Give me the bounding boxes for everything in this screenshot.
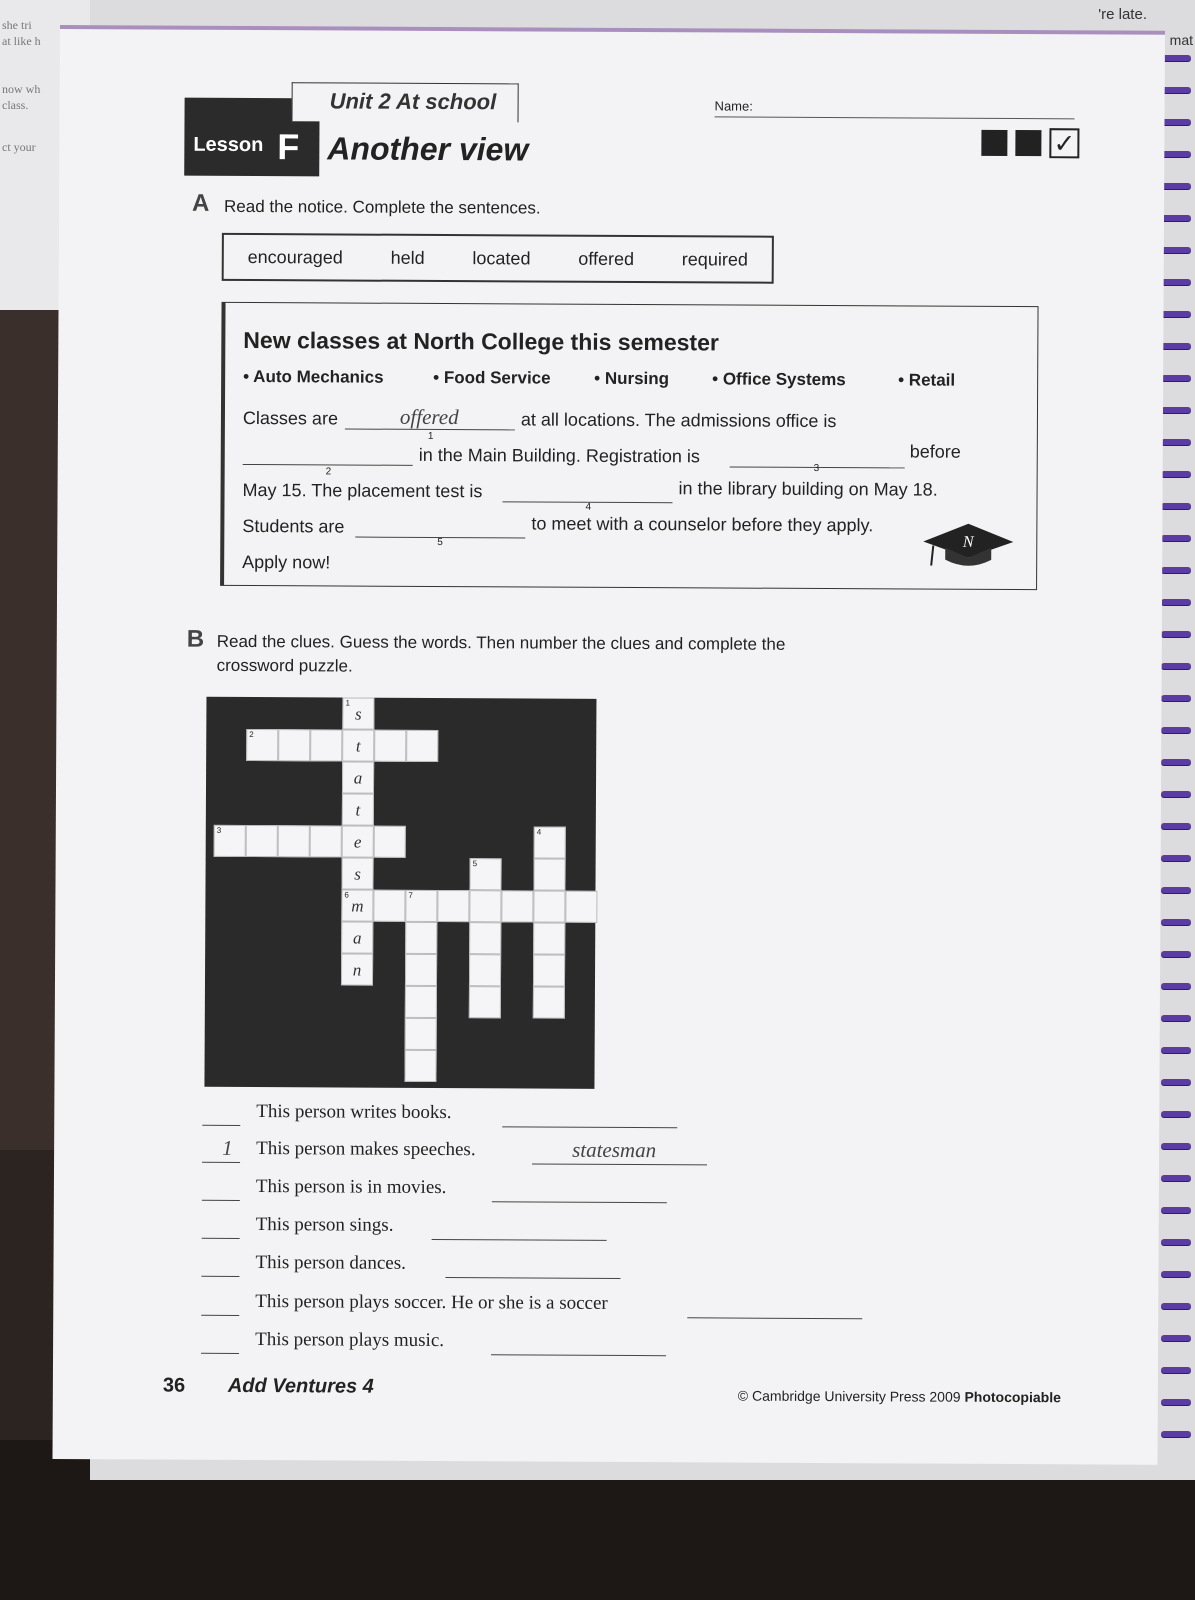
binding-ring	[1161, 279, 1191, 285]
binding-ring	[1161, 663, 1191, 669]
section-b-letter: B	[186, 625, 205, 653]
notice-bullet: • Nursing	[594, 368, 670, 389]
crossword-cell[interactable]	[533, 922, 565, 954]
section-a-letter: A	[191, 189, 210, 217]
word-bank-item: required	[681, 248, 748, 270]
binding-ring	[1161, 1335, 1191, 1341]
clue-number-blank[interactable]	[202, 1180, 240, 1201]
crossword-cell[interactable]	[342, 793, 374, 825]
level-square-icon	[1015, 130, 1041, 156]
binding-ring	[1161, 1111, 1191, 1117]
word-bank-item: held	[390, 247, 425, 268]
blank-number: 1	[427, 430, 434, 442]
binding-ring	[1161, 1399, 1191, 1405]
crossword-cell[interactable]	[437, 890, 469, 922]
binding-ring	[1161, 919, 1191, 925]
answer-blank-4[interactable]	[503, 481, 673, 503]
clue-text: This person makes speeches.	[256, 1138, 476, 1161]
notice-text: at all locations. The admissions office is	[520, 409, 837, 432]
crossword-cell[interactable]	[405, 922, 437, 954]
blank-number: 3	[813, 462, 820, 474]
cell-letter: t	[355, 736, 361, 756]
crossword-cell[interactable]	[310, 825, 342, 857]
crossword-cell[interactable]	[278, 729, 310, 761]
binding-ring	[1161, 1175, 1191, 1181]
crossword-cell[interactable]	[341, 857, 373, 889]
clue-number-blank[interactable]	[201, 1256, 239, 1277]
binding-ring	[1161, 407, 1191, 413]
cell-number: 7	[408, 890, 413, 900]
lesson-letter: F	[277, 126, 300, 168]
clue-text: This person plays soccer. He or she is a soccer	[255, 1291, 608, 1314]
clue-text: This person writes books.	[256, 1101, 452, 1124]
notice-text: to meet with a counselor before they apply.	[531, 513, 874, 536]
crossword-cell[interactable]	[341, 921, 373, 953]
crossword-cell[interactable]	[342, 729, 374, 761]
notice-text: in the Main Building. Registration is	[418, 444, 700, 467]
lesson-label: Lesson	[193, 133, 264, 157]
binding-ring	[1161, 1239, 1191, 1245]
crossword-cell[interactable]	[469, 890, 501, 922]
notice-text: in the library building on May 18.	[678, 478, 938, 500]
left-page-snippet: now wh	[2, 82, 41, 96]
notice-text: Apply now!	[242, 551, 331, 573]
clue-number-blank[interactable]	[201, 1333, 239, 1354]
crossword-cell[interactable]	[533, 986, 565, 1018]
notice-text: Students are	[242, 515, 345, 537]
cell-number: 5	[472, 859, 478, 869]
answer-1: offered	[399, 404, 459, 430]
word-bank	[222, 233, 774, 284]
crossword-cell[interactable]	[341, 953, 373, 985]
clue-number-blank[interactable]	[202, 1218, 240, 1239]
graduation-cap-icon	[923, 522, 1013, 572]
binding-ring	[1161, 343, 1191, 349]
binding-ring	[1161, 247, 1191, 253]
cell-letter: a	[352, 928, 362, 948]
clue-answer: statesman	[572, 1137, 657, 1163]
cell-number: 3	[216, 825, 222, 835]
notice-text: Classes are	[242, 407, 339, 429]
crossword-cell[interactable]	[374, 730, 406, 762]
binding-ring	[1161, 151, 1191, 157]
cell-number: 4	[536, 827, 542, 837]
top-right-snippet: mat	[1169, 32, 1193, 48]
binding-ring	[1161, 183, 1191, 189]
crossword-cell[interactable]	[310, 729, 342, 761]
checkmark-icon: ✓	[1049, 128, 1079, 158]
page-number: 36	[162, 1374, 186, 1397]
left-page-snippet: class.	[2, 98, 29, 112]
binding-ring	[1161, 87, 1191, 93]
left-page-snippet: at like h	[2, 34, 41, 48]
crossword-cell[interactable]	[373, 890, 405, 922]
crossword-cell[interactable]	[405, 954, 437, 986]
clue-answer-blank[interactable]	[491, 1334, 666, 1356]
binding-ring	[1161, 471, 1191, 477]
clue-text: This person is in movies.	[255, 1176, 447, 1199]
crossword-cell[interactable]	[342, 825, 374, 857]
copyright: © Cambridge University Press 2009 Photocopiable	[737, 1387, 1061, 1406]
binding-ring	[1161, 1079, 1191, 1085]
binding-ring	[1161, 375, 1191, 381]
binding-ring	[1161, 695, 1191, 701]
crossword-cell[interactable]	[565, 891, 597, 923]
cell-letter: a	[353, 768, 363, 788]
top-right-snippet: 're late.	[1098, 6, 1147, 23]
name-field-line[interactable]	[715, 116, 1075, 119]
crossword-cell[interactable]	[342, 697, 374, 729]
lesson-title: Another view	[327, 130, 529, 168]
crossword-cell[interactable]	[533, 954, 565, 986]
cell-letter: m	[351, 896, 364, 916]
binding-ring	[1161, 887, 1191, 893]
left-page-snippet: ct your	[2, 140, 36, 154]
clue-number: 1	[222, 1135, 233, 1160]
crossword-cell[interactable]	[406, 730, 438, 762]
clue-text: This person plays music.	[255, 1329, 445, 1352]
binding-ring	[1161, 1143, 1191, 1149]
notice-bullet: • Food Service	[433, 367, 551, 388]
crossword-cell[interactable]	[533, 858, 565, 890]
notice-bullet: • Auto Mechanics	[243, 366, 384, 387]
clue-answer-blank[interactable]	[445, 1257, 620, 1279]
clue-number-blank[interactable]	[201, 1295, 239, 1316]
crossword-cell[interactable]	[246, 729, 278, 761]
binding-ring	[1161, 439, 1191, 445]
book-title: Add Ventures 4	[227, 1374, 374, 1398]
binding-ring	[1161, 791, 1191, 797]
unit-title: Unit 2 At school	[329, 88, 497, 115]
crossword-cell[interactable]	[469, 922, 501, 954]
crossword-cell[interactable]	[374, 826, 406, 858]
binding-ring	[1161, 823, 1191, 829]
binding-ring	[1161, 855, 1191, 861]
cell-letter: e	[353, 832, 362, 852]
crossword-cell[interactable]	[214, 825, 246, 857]
crossword-cell[interactable]	[469, 858, 501, 890]
crossword-cell[interactable]	[405, 1018, 437, 1050]
crossword-cell[interactable]	[469, 986, 501, 1018]
notice-title: New classes at North College this semester	[243, 326, 719, 356]
clue-answer-blank[interactable]	[502, 1106, 677, 1128]
crossword-cell[interactable]	[501, 890, 533, 922]
crossword-cell[interactable]	[533, 890, 565, 922]
cell-letter: t	[355, 800, 361, 820]
notice-bullet: • Office Systems	[712, 369, 846, 390]
level-square-icon	[981, 130, 1007, 156]
binding-ring	[1161, 119, 1191, 125]
answer-blank-2[interactable]	[243, 444, 413, 466]
binding-ring	[1161, 215, 1191, 221]
binding-ring	[1161, 951, 1191, 957]
section-a-instruction: Read the notice. Complete the sentences.	[224, 196, 541, 218]
crossword-cell[interactable]	[534, 826, 566, 858]
crossword-cell[interactable]	[278, 825, 310, 857]
cell-number: 6	[344, 890, 349, 900]
clue-answer-blank[interactable]	[492, 1181, 667, 1203]
crossword-cell[interactable]	[469, 954, 501, 986]
cell-number: 2	[249, 730, 254, 740]
section-b-instruction: crossword puzzle.	[216, 655, 353, 676]
binding-ring	[1161, 1271, 1191, 1277]
cell-letter: s	[354, 864, 361, 884]
notice-text: May 15. The placement test is	[242, 479, 483, 502]
cell-letter: s	[355, 704, 362, 724]
notice-text: before	[909, 441, 961, 462]
left-page-snippet: she tri	[2, 18, 32, 32]
clue-number-blank[interactable]	[202, 1105, 240, 1126]
binding-ring	[1161, 1015, 1191, 1021]
blank-number: 5	[437, 536, 443, 549]
notice-bullet: • Retail	[898, 370, 956, 390]
crossword-cell[interactable]	[405, 890, 437, 922]
binding-ring	[1161, 983, 1191, 989]
word-bank-item: located	[472, 247, 531, 268]
binding-ring	[1161, 1431, 1191, 1437]
section-b-instruction: Read the clues. Guess the words. Then number the clues and complete the	[216, 631, 786, 654]
word-bank-item: offered	[578, 248, 635, 269]
clue-text: This person dances.	[255, 1252, 406, 1274]
binding-ring	[1161, 311, 1191, 317]
crossword-cell[interactable]	[246, 825, 278, 857]
binding-ring	[1161, 55, 1191, 61]
binding-ring	[1161, 1207, 1191, 1213]
cap-letter: N	[962, 533, 974, 551]
binding-ring	[1161, 503, 1191, 509]
binding-ring	[1161, 727, 1191, 733]
worksheet-page	[52, 25, 1164, 1465]
binding-ring	[1161, 1047, 1191, 1053]
binding-ring	[1161, 535, 1191, 541]
crossword-cell[interactable]	[405, 986, 437, 1018]
binding-ring	[1161, 1367, 1191, 1373]
crossword-cell[interactable]	[341, 889, 373, 921]
crossword-cell[interactable]	[404, 1050, 436, 1082]
name-label: Name:	[714, 98, 753, 114]
cell-number: 1	[345, 698, 350, 708]
crossword-cell[interactable]	[342, 761, 374, 793]
clue-text: This person sings.	[255, 1214, 394, 1236]
cell-letter: n	[352, 960, 362, 980]
binding-ring	[1161, 567, 1191, 573]
word-bank-item: encouraged	[247, 246, 343, 267]
answer-blank-5[interactable]	[355, 517, 525, 539]
binding-ring	[1161, 1303, 1191, 1309]
binding-ring	[1161, 599, 1191, 605]
binding-ring	[1161, 631, 1191, 637]
clue-answer-blank[interactable]	[432, 1219, 607, 1241]
crossword-grid	[204, 697, 596, 1089]
blank-number: 2	[325, 466, 332, 478]
binding-ring	[1161, 759, 1191, 765]
blank-number: 4	[585, 501, 592, 513]
clue-answer-blank[interactable]	[687, 1297, 862, 1319]
